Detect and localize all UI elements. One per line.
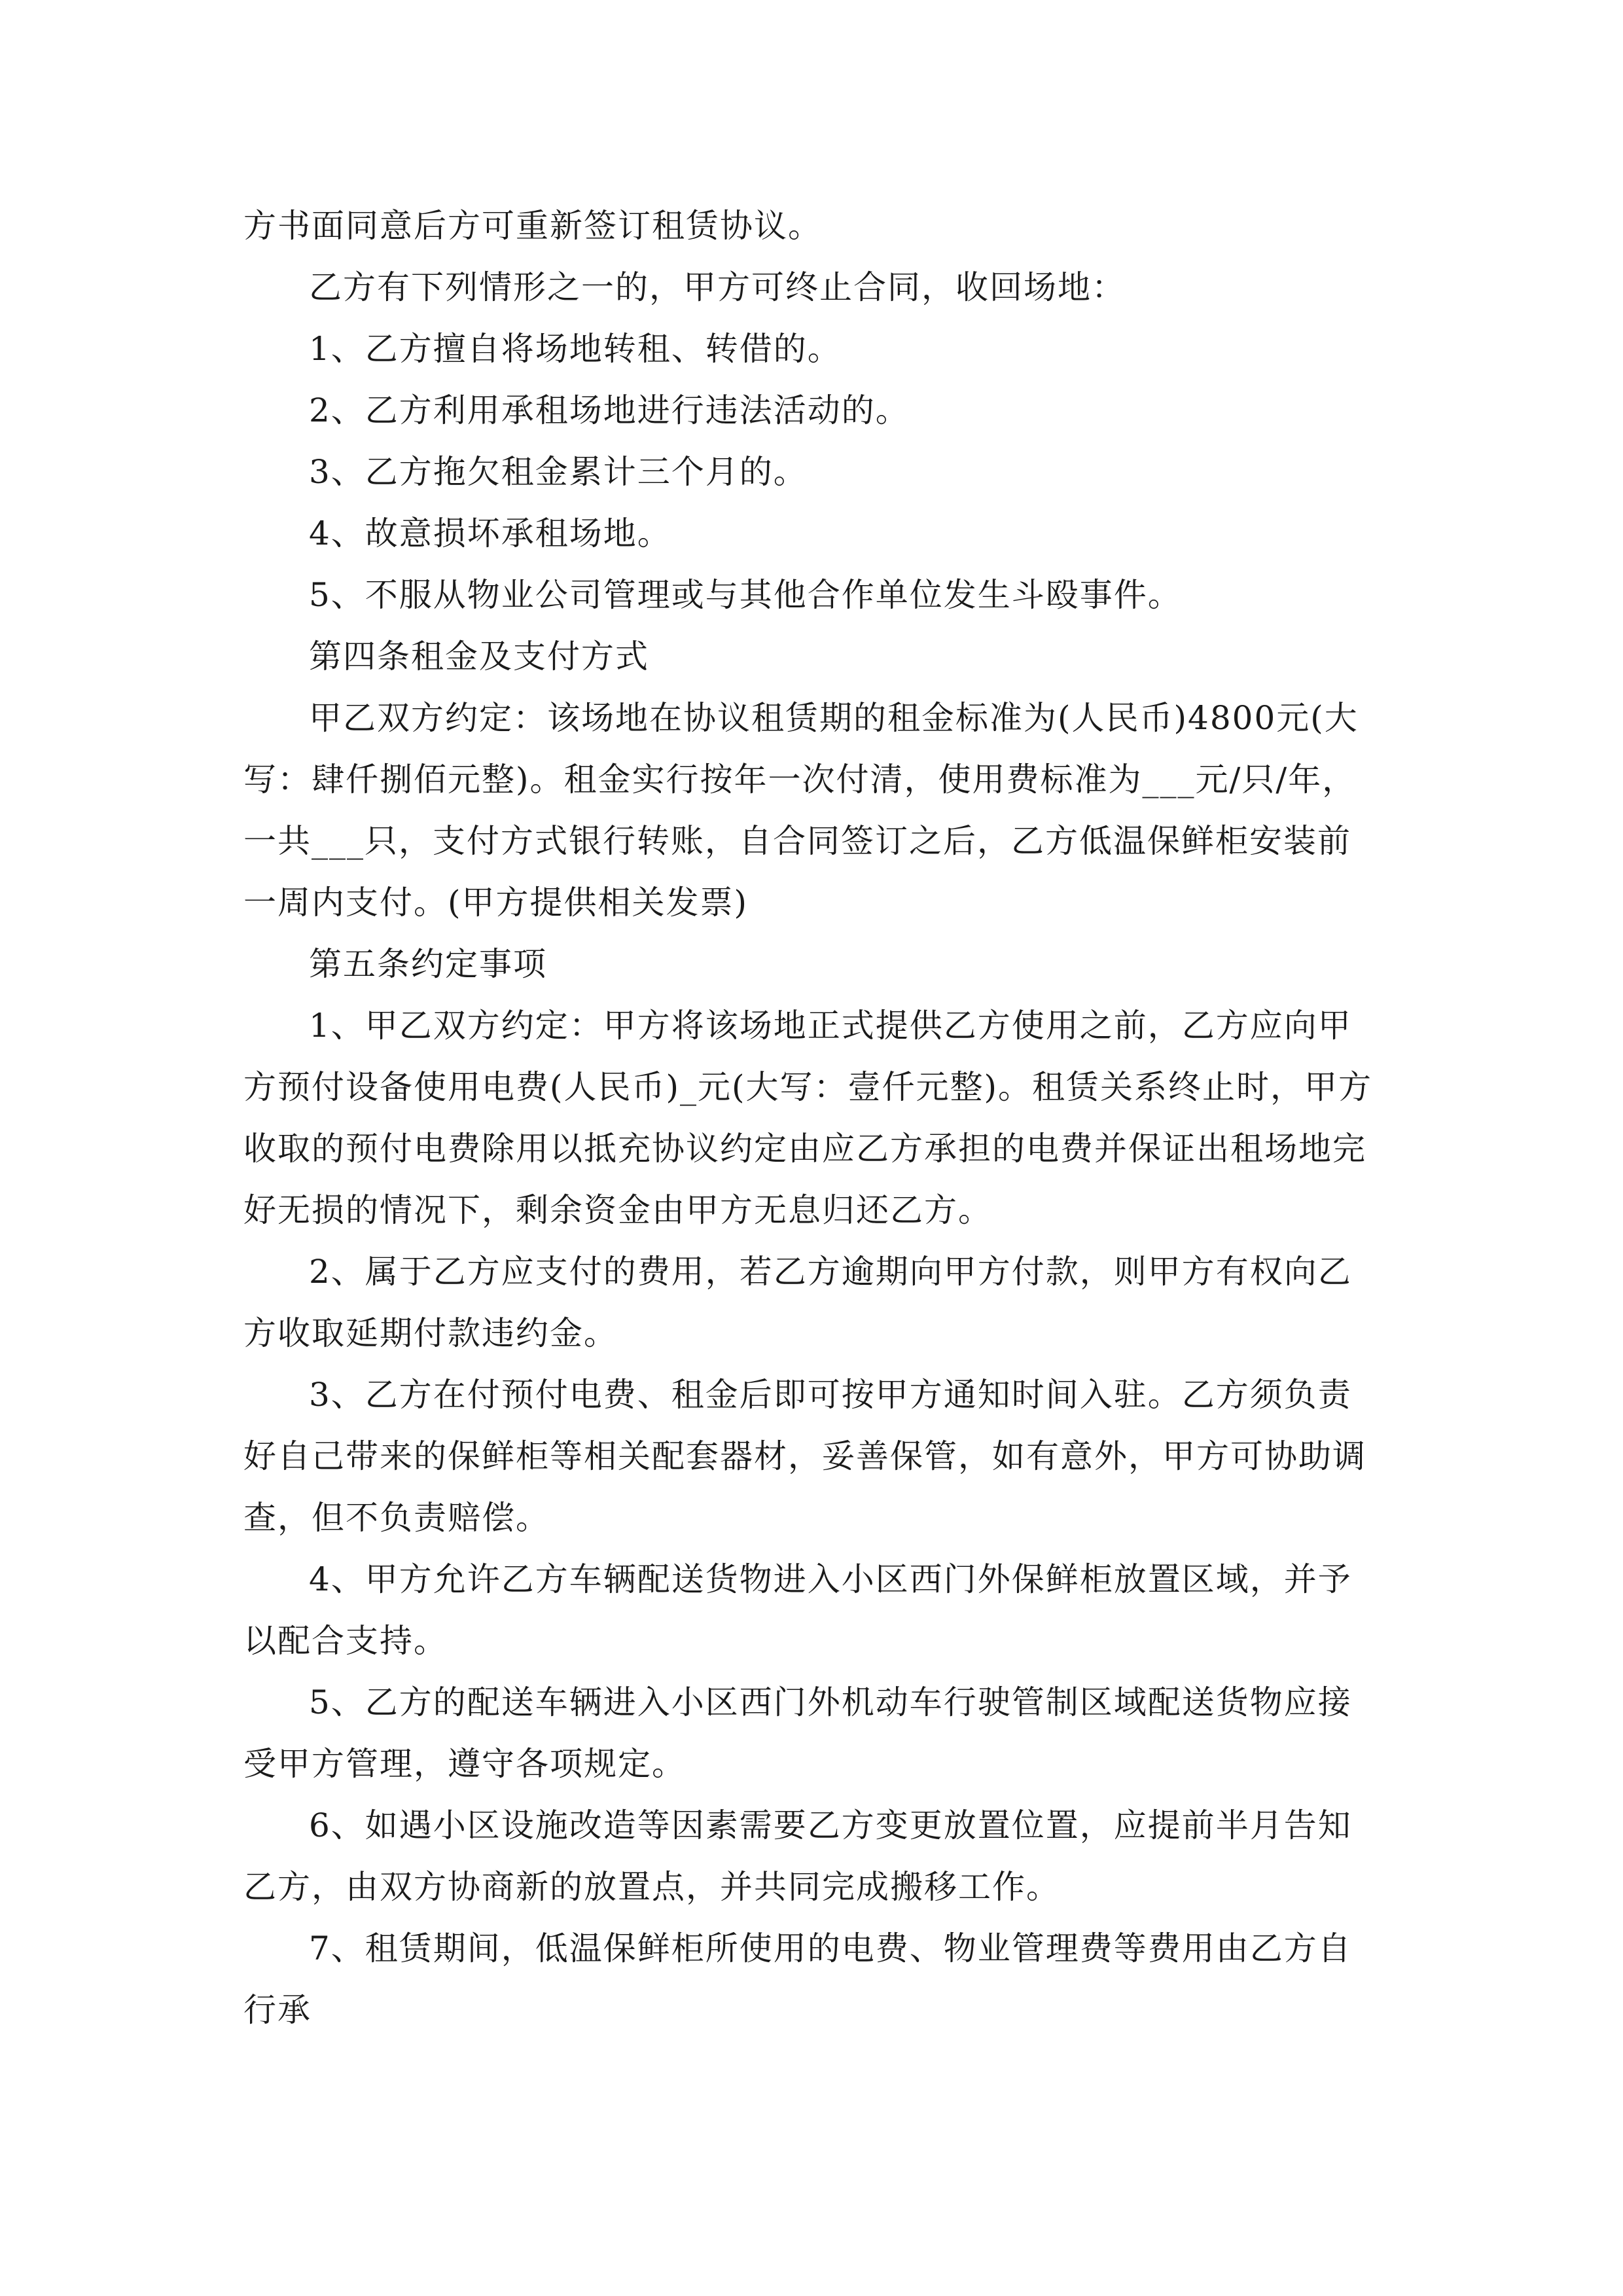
list-item: 3、乙方拖欠租金累计三个月的。 [309, 453, 808, 491]
document-page [243, 195, 1382, 2041]
list-item: 4、故意损坏承租场地。 [309, 514, 671, 552]
list-item: 5、乙方的配送车辆进入小区西门外机动车行驶管制区域配送货物应接受甲方管理，遵守各项规定。 [243, 1683, 1352, 1783]
list-item: 4、甲方允许乙方车辆配送货物进入小区西门外保鲜柜放置区域，并予以配合支持。 [243, 1560, 1352, 1660]
list-item: 6、如遇小区设施改造等因素需要乙方变更放置位置，应提前半月告知乙方，由双方协商新的放置点，并共同完成搬移工作。 [243, 1806, 1352, 1906]
paragraph: 甲乙双方约定：该场地在协议租赁期的租金标准为(人民币)4800元(大写：肆仟捌佰元整)。租金实行按年一次付清，使用费标准为___元/只/年，一共___只，支付方式银行转账，自合同签订之后，乙方低温保鲜柜安装前一周内支付。(甲方提供相关发票) [243, 699, 1359, 922]
list-item: 3、乙方在付预付电费、租金后即可按甲方通知时间入驻。乙方须负责好自己带来的保鲜柜等相关配套器材，妥善保管，如有意外，甲方可协助调查，但不负责赔偿。 [243, 1376, 1366, 1537]
section-heading: 第四条租金及支付方式 [309, 637, 649, 675]
list-item: 1、乙方擅自将场地转租、转借的。 [309, 330, 842, 368]
list-item: 5、不服从物业公司管理或与其他合作单位发生斗殴事件。 [309, 576, 1182, 614]
list-item: 2、属于乙方应支付的费用，若乙方逾期向甲方付款，则甲方有权向乙方收取延期付款违约金。 [243, 1253, 1352, 1352]
list-item: 1、甲乙双方约定：甲方将该场地正式提供乙方使用之前，乙方应向甲方预付设备使用电费(人民币)_元(大写：壹仟元整)。租赁关系终止时，甲方收取的预付电费除用以抵充协议约定由应乙方承担的电费并保证出租场地完好无损的情况下，剩余资金由甲方无息归还乙方。 [243, 1007, 1373, 1229]
paragraph: 乙方有下列情形之一的，甲方可终止合同，收回场地： [309, 268, 1126, 306]
list-item: 2、乙方利用承租场地进行违法活动的。 [309, 391, 910, 429]
section-heading: 第五条约定事项 [309, 945, 547, 983]
list-item: 7、租赁期间，低温保鲜柜所使用的电费、物业管理费等费用由乙方自行承 [243, 1929, 1352, 2029]
paragraph: 方书面同意后方可重新签订租赁协议。 [243, 207, 822, 245]
